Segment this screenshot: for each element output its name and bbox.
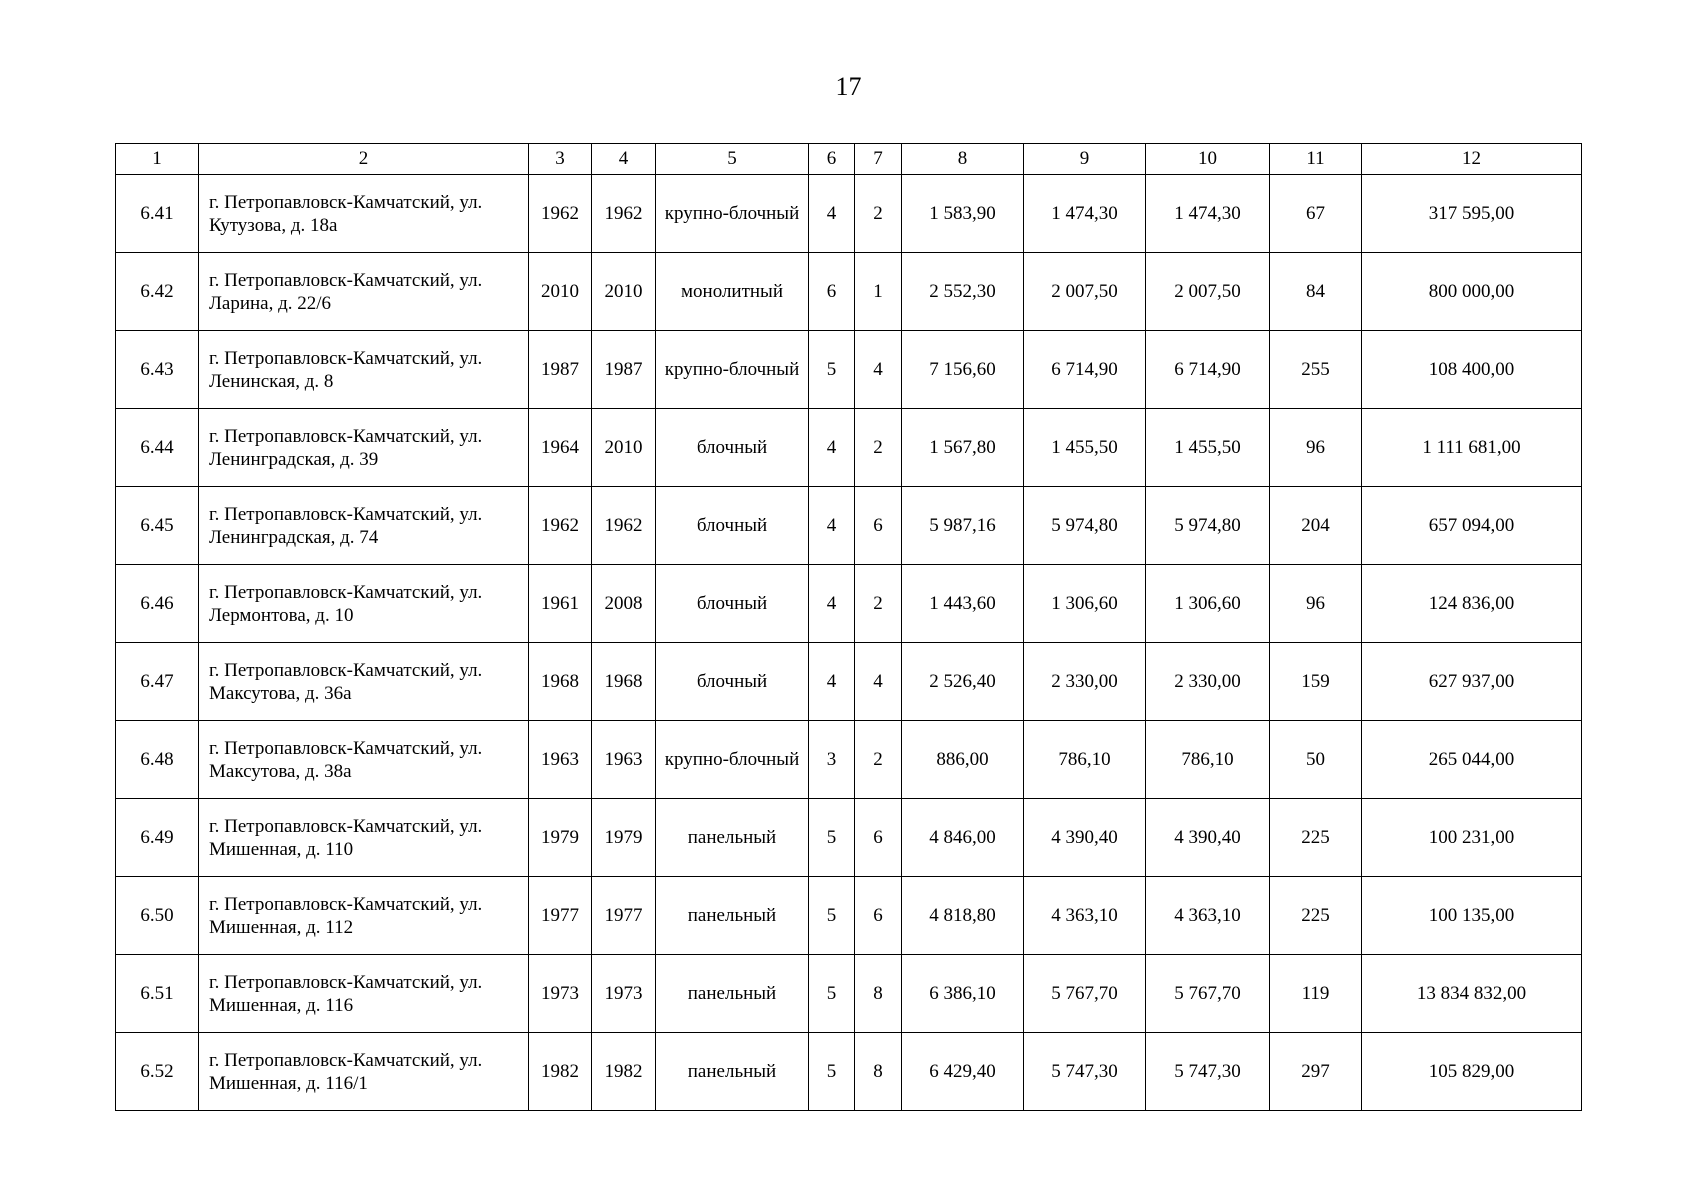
entrances-cell: 2	[855, 175, 902, 253]
table-row	[116, 799, 1582, 877]
wall-material-cell: панельный	[656, 1033, 809, 1111]
cost-cell: 265 044,00	[1362, 721, 1582, 799]
year-commissioned-cell: 1979	[592, 799, 656, 877]
row-number-cell: 6.47	[116, 643, 199, 721]
floors-cell: 5	[809, 799, 855, 877]
cost-cell: 105 829,00	[1362, 1033, 1582, 1111]
year-built-cell: 1968	[529, 643, 592, 721]
residential-area-cell: 5 767,70	[1146, 955, 1270, 1033]
wall-material-cell: блочный	[656, 643, 809, 721]
row-number-cell: 6.43	[116, 331, 199, 409]
address-cell: г. Петропавловск-Камчатский, ул. Ленинградская, д. 39	[199, 409, 529, 487]
wall-material-cell: монолитный	[656, 253, 809, 331]
floors-cell: 6	[809, 253, 855, 331]
floors-cell: 3	[809, 721, 855, 799]
table-row	[116, 409, 1582, 487]
residents-cell: 204	[1270, 487, 1362, 565]
total-area-cell: 4 818,80	[902, 877, 1024, 955]
residents-cell: 50	[1270, 721, 1362, 799]
residential-area-cell: 1 455,50	[1146, 409, 1270, 487]
year-commissioned-cell: 1963	[592, 721, 656, 799]
row-number-cell: 6.51	[116, 955, 199, 1033]
total-area-cell: 4 846,00	[902, 799, 1024, 877]
table-row	[116, 877, 1582, 955]
wall-material-cell: крупно-блочный	[656, 175, 809, 253]
year-built-cell: 1962	[529, 175, 592, 253]
total-area-cell: 1 567,80	[902, 409, 1024, 487]
address-cell: г. Петропавловск-Камчатский, ул. Кутузова, д. 18а	[199, 175, 529, 253]
cost-cell: 100 231,00	[1362, 799, 1582, 877]
row-number-cell: 6.49	[116, 799, 199, 877]
entrances-cell: 2	[855, 409, 902, 487]
living-area-cell: 786,10	[1024, 721, 1146, 799]
floors-cell: 4	[809, 565, 855, 643]
cost-cell: 13 834 832,00	[1362, 955, 1582, 1033]
wall-material-cell: блочный	[656, 409, 809, 487]
floors-cell: 4	[809, 643, 855, 721]
cost-cell: 108 400,00	[1362, 331, 1582, 409]
floors-cell: 4	[809, 409, 855, 487]
address-cell: г. Петропавловск-Камчатский, ул. Максутова, д. 38а	[199, 721, 529, 799]
column-header: 5	[656, 144, 809, 175]
cost-cell: 317 595,00	[1362, 175, 1582, 253]
year-built-cell: 1961	[529, 565, 592, 643]
year-built-cell: 1963	[529, 721, 592, 799]
buildings-table	[115, 143, 1582, 1111]
year-built-cell: 1964	[529, 409, 592, 487]
table-row	[116, 565, 1582, 643]
column-header: 10	[1146, 144, 1270, 175]
floors-cell: 5	[809, 331, 855, 409]
wall-material-cell: крупно-блочный	[656, 331, 809, 409]
entrances-cell: 2	[855, 721, 902, 799]
year-commissioned-cell: 1968	[592, 643, 656, 721]
table-row	[116, 955, 1582, 1033]
living-area-cell: 5 747,30	[1024, 1033, 1146, 1111]
residential-area-cell: 4 363,10	[1146, 877, 1270, 955]
living-area-cell: 1 306,60	[1024, 565, 1146, 643]
living-area-cell: 2 007,50	[1024, 253, 1146, 331]
year-built-cell: 1982	[529, 1033, 592, 1111]
entrances-cell: 4	[855, 643, 902, 721]
total-area-cell: 2 552,30	[902, 253, 1024, 331]
floors-cell: 5	[809, 877, 855, 955]
address-cell: г. Петропавловск-Камчатский, ул. Мишенная, д. 110	[199, 799, 529, 877]
address-cell: г. Петропавловск-Камчатский, ул. Мишенная, д. 112	[199, 877, 529, 955]
year-commissioned-cell: 2008	[592, 565, 656, 643]
wall-material-cell: панельный	[656, 955, 809, 1033]
total-area-cell: 5 987,16	[902, 487, 1024, 565]
total-area-cell: 886,00	[902, 721, 1024, 799]
entrances-cell: 1	[855, 253, 902, 331]
entrances-cell: 2	[855, 565, 902, 643]
column-header: 1	[116, 144, 199, 175]
living-area-cell: 1 455,50	[1024, 409, 1146, 487]
table-row	[116, 253, 1582, 331]
year-built-cell: 1979	[529, 799, 592, 877]
column-header: 3	[529, 144, 592, 175]
row-number-cell: 6.42	[116, 253, 199, 331]
entrances-cell: 8	[855, 1033, 902, 1111]
living-area-cell: 2 330,00	[1024, 643, 1146, 721]
floors-cell: 4	[809, 175, 855, 253]
wall-material-cell: крупно-блочный	[656, 721, 809, 799]
cost-cell: 124 836,00	[1362, 565, 1582, 643]
total-area-cell: 6 429,40	[902, 1033, 1024, 1111]
year-commissioned-cell: 1962	[592, 175, 656, 253]
row-number-cell: 6.46	[116, 565, 199, 643]
residents-cell: 159	[1270, 643, 1362, 721]
row-number-cell: 6.44	[116, 409, 199, 487]
entrances-cell: 8	[855, 955, 902, 1033]
table-row	[116, 721, 1582, 799]
residential-area-cell: 2 007,50	[1146, 253, 1270, 331]
entrances-cell: 6	[855, 877, 902, 955]
total-area-cell: 6 386,10	[902, 955, 1024, 1033]
total-area-cell: 1 583,90	[902, 175, 1024, 253]
living-area-cell: 4 390,40	[1024, 799, 1146, 877]
cost-cell: 627 937,00	[1362, 643, 1582, 721]
cost-cell: 657 094,00	[1362, 487, 1582, 565]
floors-cell: 5	[809, 1033, 855, 1111]
floors-cell: 4	[809, 487, 855, 565]
column-header: 9	[1024, 144, 1146, 175]
column-number-row	[116, 144, 1582, 175]
living-area-cell: 5 767,70	[1024, 955, 1146, 1033]
year-commissioned-cell: 1982	[592, 1033, 656, 1111]
column-header: 2	[199, 144, 529, 175]
residents-cell: 96	[1270, 409, 1362, 487]
column-header: 12	[1362, 144, 1582, 175]
column-header: 7	[855, 144, 902, 175]
row-number-cell: 6.41	[116, 175, 199, 253]
residents-cell: 297	[1270, 1033, 1362, 1111]
residents-cell: 84	[1270, 253, 1362, 331]
living-area-cell: 4 363,10	[1024, 877, 1146, 955]
year-commissioned-cell: 1987	[592, 331, 656, 409]
residential-area-cell: 4 390,40	[1146, 799, 1270, 877]
wall-material-cell: блочный	[656, 565, 809, 643]
year-built-cell: 1973	[529, 955, 592, 1033]
cost-cell: 1 111 681,00	[1362, 409, 1582, 487]
total-area-cell: 1 443,60	[902, 565, 1024, 643]
address-cell: г. Петропавловск-Камчатский, ул. Ларина, д. 22/6	[199, 253, 529, 331]
year-built-cell: 1977	[529, 877, 592, 955]
table-row	[116, 487, 1582, 565]
residential-area-cell: 6 714,90	[1146, 331, 1270, 409]
year-built-cell: 2010	[529, 253, 592, 331]
table-row	[116, 1033, 1582, 1111]
cost-cell: 800 000,00	[1362, 253, 1582, 331]
row-number-cell: 6.48	[116, 721, 199, 799]
table-body	[116, 175, 1582, 1111]
address-cell: г. Петропавловск-Камчатский, ул. Мишенная, д. 116	[199, 955, 529, 1033]
table-row	[116, 331, 1582, 409]
residents-cell: 225	[1270, 799, 1362, 877]
address-cell: г. Петропавловск-Камчатский, ул. Мишенная, д. 116/1	[199, 1033, 529, 1111]
address-cell: г. Петропавловск-Камчатский, ул. Максутова, д. 36а	[199, 643, 529, 721]
column-header: 4	[592, 144, 656, 175]
residents-cell: 255	[1270, 331, 1362, 409]
year-commissioned-cell: 1973	[592, 955, 656, 1033]
floors-cell: 5	[809, 955, 855, 1033]
residents-cell: 96	[1270, 565, 1362, 643]
row-number-cell: 6.50	[116, 877, 199, 955]
column-header: 11	[1270, 144, 1362, 175]
wall-material-cell: панельный	[656, 877, 809, 955]
row-number-cell: 6.52	[116, 1033, 199, 1111]
year-commissioned-cell: 2010	[592, 253, 656, 331]
column-header: 8	[902, 144, 1024, 175]
residents-cell: 119	[1270, 955, 1362, 1033]
total-area-cell: 7 156,60	[902, 331, 1024, 409]
cost-cell: 100 135,00	[1362, 877, 1582, 955]
entrances-cell: 6	[855, 487, 902, 565]
address-cell: г. Петропавловск-Камчатский, ул. Лермонтова, д. 10	[199, 565, 529, 643]
year-commissioned-cell: 1962	[592, 487, 656, 565]
residential-area-cell: 1 306,60	[1146, 565, 1270, 643]
address-cell: г. Петропавловск-Камчатский, ул. Ленинская, д. 8	[199, 331, 529, 409]
page-number: 17	[835, 72, 862, 101]
year-commissioned-cell: 2010	[592, 409, 656, 487]
entrances-cell: 4	[855, 331, 902, 409]
total-area-cell: 2 526,40	[902, 643, 1024, 721]
wall-material-cell: блочный	[656, 487, 809, 565]
year-commissioned-cell: 1977	[592, 877, 656, 955]
table-row	[116, 643, 1582, 721]
residential-area-cell: 5 747,30	[1146, 1033, 1270, 1111]
residential-area-cell: 5 974,80	[1146, 487, 1270, 565]
residential-area-cell: 786,10	[1146, 721, 1270, 799]
residential-area-cell: 1 474,30	[1146, 175, 1270, 253]
living-area-cell: 5 974,80	[1024, 487, 1146, 565]
row-number-cell: 6.45	[116, 487, 199, 565]
living-area-cell: 6 714,90	[1024, 331, 1146, 409]
year-built-cell: 1987	[529, 331, 592, 409]
column-header: 6	[809, 144, 855, 175]
address-cell: г. Петропавловск-Камчатский, ул. Ленинградская, д. 74	[199, 487, 529, 565]
residents-cell: 67	[1270, 175, 1362, 253]
residential-area-cell: 2 330,00	[1146, 643, 1270, 721]
table-row	[116, 175, 1582, 253]
year-built-cell: 1962	[529, 487, 592, 565]
living-area-cell: 1 474,30	[1024, 175, 1146, 253]
entrances-cell: 6	[855, 799, 902, 877]
residents-cell: 225	[1270, 877, 1362, 955]
wall-material-cell: панельный	[656, 799, 809, 877]
